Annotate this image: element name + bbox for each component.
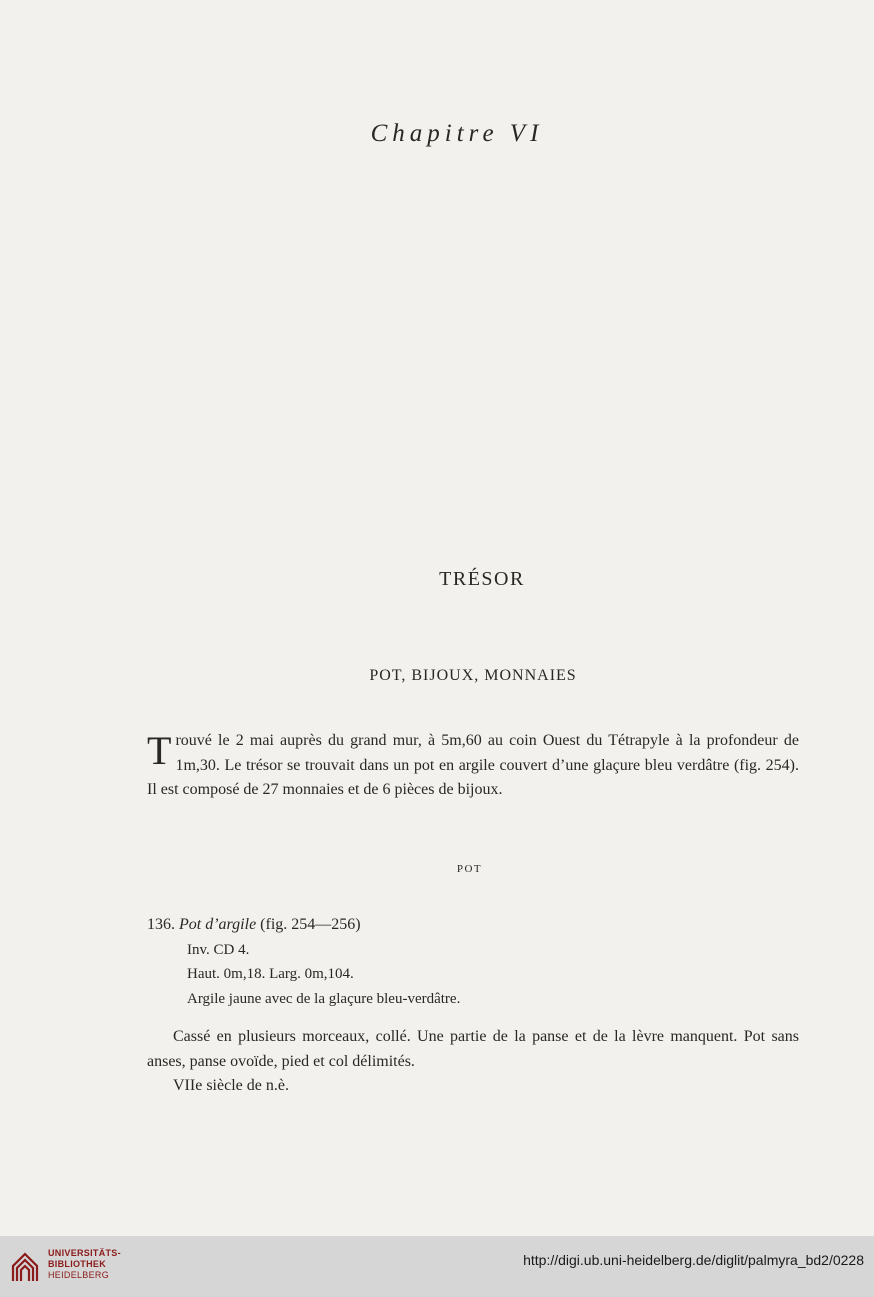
- footer-bar: [0, 1236, 874, 1297]
- catalog-entry: [147, 913, 799, 1011]
- entry-dimensions: Haut. 0m,18. Larg. 0m,104.: [187, 966, 354, 982]
- entry-description: [147, 1025, 799, 1099]
- entry-number: 136.: [147, 916, 175, 933]
- chapter-heading: Chapitre VI: [370, 120, 544, 147]
- entry-figure-ref: (fig. 254—256): [260, 916, 361, 933]
- drop-cap: T: [147, 728, 172, 773]
- page-url[interactable]: http://digi.ub.uni-heidelberg.de/diglit/palmyra_bd2/0228: [523, 1252, 864, 1268]
- subsection-title: POT, BIJOUX, MONNAIES: [369, 667, 577, 684]
- library-name: UNIVERSITÄTS- BIBLIOTHEK HEIDELBERG: [48, 1248, 121, 1280]
- entry-inventory: Inv. CD 4.: [187, 941, 250, 958]
- entry-title-line: [147, 913, 799, 938]
- intro-paragraph: [147, 729, 799, 803]
- section-title: TRÉSOR: [439, 568, 525, 590]
- library-logo-icon[interactable]: [10, 1246, 40, 1284]
- entry-title: Pot d’argile: [179, 916, 257, 933]
- pot-heading: POT: [456, 863, 483, 875]
- entry-material: Argile jaune avec de la glaçure bleu-verdâtre.: [187, 990, 461, 1007]
- intro-text: rouvé le 2 mai auprès du grand mur, à 5m,60 au coin Ouest du Tétrapyle à la profondeur de 1m,30. Le trésor se trouvait dans un pot en argile couvert d’une glaçure bleu verdâtre (fig. 254). Il est composé de 27 monnaies et de 6 pièces de bijoux.: [147, 732, 799, 798]
- dating-line: VIIe siècle de n.è.: [173, 1077, 289, 1094]
- description-paragraph: Cassé en plusieurs morceaux, collé. Une partie de la panse et de la lèvre manquent. Pot sans anses, panse ovoïde, pied et col délimités.: [147, 1028, 799, 1070]
